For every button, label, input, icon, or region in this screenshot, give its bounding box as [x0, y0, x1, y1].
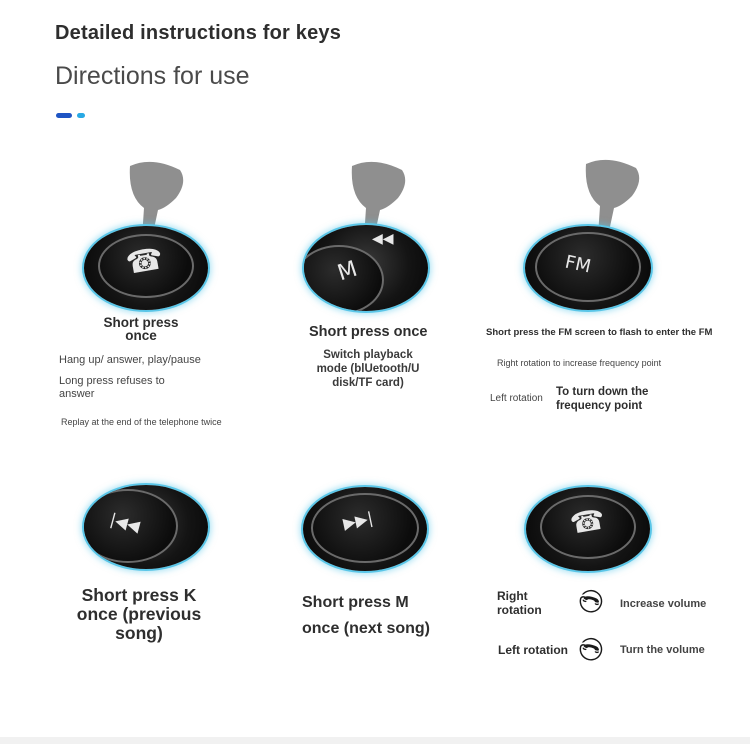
next-heading-line-1: Short press M: [302, 594, 409, 611]
fm-left-description: To turn down the frequency point: [556, 386, 649, 412]
accent-dash: [56, 113, 72, 118]
fm-button[interactable]: [525, 226, 651, 310]
bottom-divider: [0, 737, 750, 744]
hangup-line-2: Long press refuses to answer: [59, 375, 165, 400]
next-heading-line-2: once (next song): [302, 620, 431, 637]
fm-right-rotation: Right rotation to increase frequency point: [497, 358, 662, 368]
previous-song-button[interactable]: [84, 485, 208, 569]
fm-heading: Short press the FM screen to flash to enter the FM: [486, 327, 713, 338]
mode-description: Switch playback mode (blUetooth/U disk/TF card): [316, 349, 420, 389]
volume-right-label: Right rotation: [497, 589, 542, 617]
rotate-right-phone-icon: ✆: [570, 586, 609, 617]
mode-label: M: [334, 256, 361, 287]
mode-button[interactable]: [304, 225, 428, 311]
volume-left-description: Turn the volume: [620, 644, 705, 656]
phone-handset-icon: ☎: [123, 241, 167, 282]
rotate-left-phone-icon: ✆: [570, 634, 609, 665]
volume-left-label: Left rotation: [498, 643, 568, 657]
fm-left-label: Left rotation: [490, 393, 543, 404]
skip-forward-icon: ▶▶|: [341, 508, 375, 533]
page-subtitle: Directions for use: [55, 62, 250, 90]
skip-back-icon: |◀◀: [108, 509, 142, 536]
volume-knob[interactable]: [526, 487, 650, 571]
hangup-line-1: Hang up/ answer, play/pause: [59, 354, 201, 366]
page-title: Detailed instructions for keys: [55, 22, 342, 44]
phone-handset-icon: ☎: [567, 502, 608, 541]
hangup-line-3: Replay at the end of the telephone twice: [61, 417, 222, 427]
rewind-icon: ◀◀: [372, 231, 394, 247]
volume-right-description: Increase volume: [620, 598, 707, 610]
hangup-heading: Short press once: [103, 315, 179, 343]
mode-heading: Short press once: [309, 324, 428, 340]
previous-heading: Short press K once (previous song): [76, 585, 202, 643]
fm-label: FM: [563, 251, 593, 278]
accent-dot: [77, 113, 85, 118]
hangup-answer-button[interactable]: [84, 226, 208, 310]
next-song-button[interactable]: [303, 487, 427, 571]
